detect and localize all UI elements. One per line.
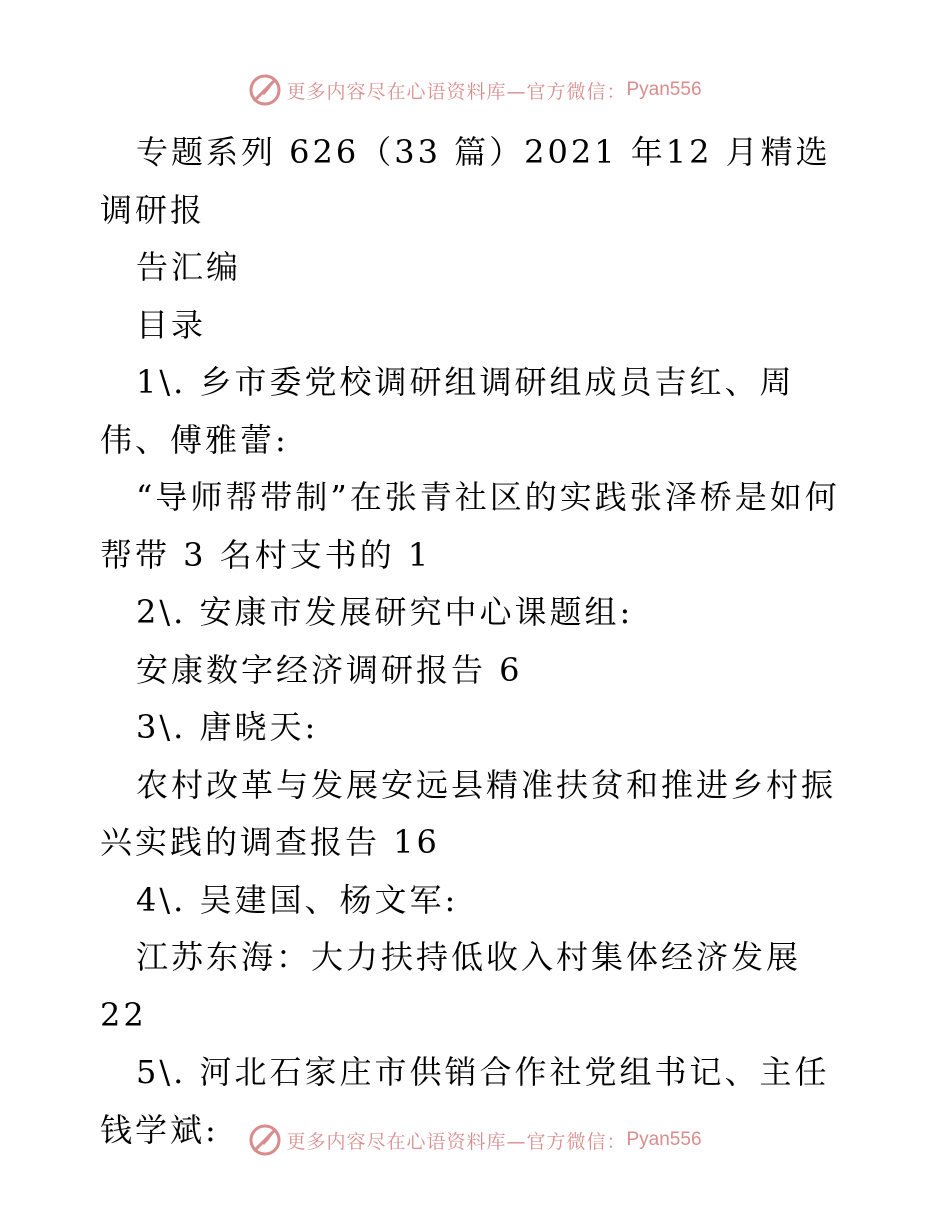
feather-logo-icon [248, 1123, 282, 1157]
watermark-banner-bottom [0, 1120, 950, 1160]
watermark-wechat-id: Pyan556 [626, 1129, 702, 1150]
watermark-text: 更多内容尽在心语资料库—官方微信： [286, 80, 627, 103]
toc-entry-title: 农村改革与发展安远县精准扶贫和推进乡村振兴实践的调查报告 16 [100, 765, 837, 861]
toc-heading: 目录 [136, 305, 207, 344]
toc-entry-title: 安康数字经济调研报告 6 [136, 650, 523, 689]
watermark-wechat-id: Pyan556 [626, 79, 702, 100]
toc-entry-author: 3\. 唐晓天: [136, 708, 319, 746]
document-body [100, 124, 860, 1159]
document-title: 专题系列 626（33 篇）2021 年12 月精选调研报 [100, 133, 831, 229]
document-title-cont: 告汇编 [136, 248, 242, 286]
watermark-banner-top [0, 70, 950, 110]
toc-entry-author: 2\. 安康市发展研究中心课题组: [136, 593, 634, 631]
feather-logo-icon [248, 73, 282, 107]
watermark-text: 更多内容尽在心语资料库—官方微信： [286, 1130, 627, 1153]
toc-entry-author: 1\. 乡市委党校调研组调研组成员吉红、周伟、傅雅蕾: [100, 363, 795, 459]
toc-entry-title: 江苏东海：大力扶持低收入村集体经济发展 22 [100, 938, 802, 1034]
toc-entry-author: 4\. 吴建国、杨文军: [136, 880, 459, 919]
toc-entry-author: 5\. 河北石家庄市供销合作社党组书记、主任钱学斌: [100, 1053, 830, 1149]
toc-entry-title: “导师帮带制”在张青社区的实践张泽桥是如何帮带 3 名村支书的 1 [100, 478, 840, 574]
